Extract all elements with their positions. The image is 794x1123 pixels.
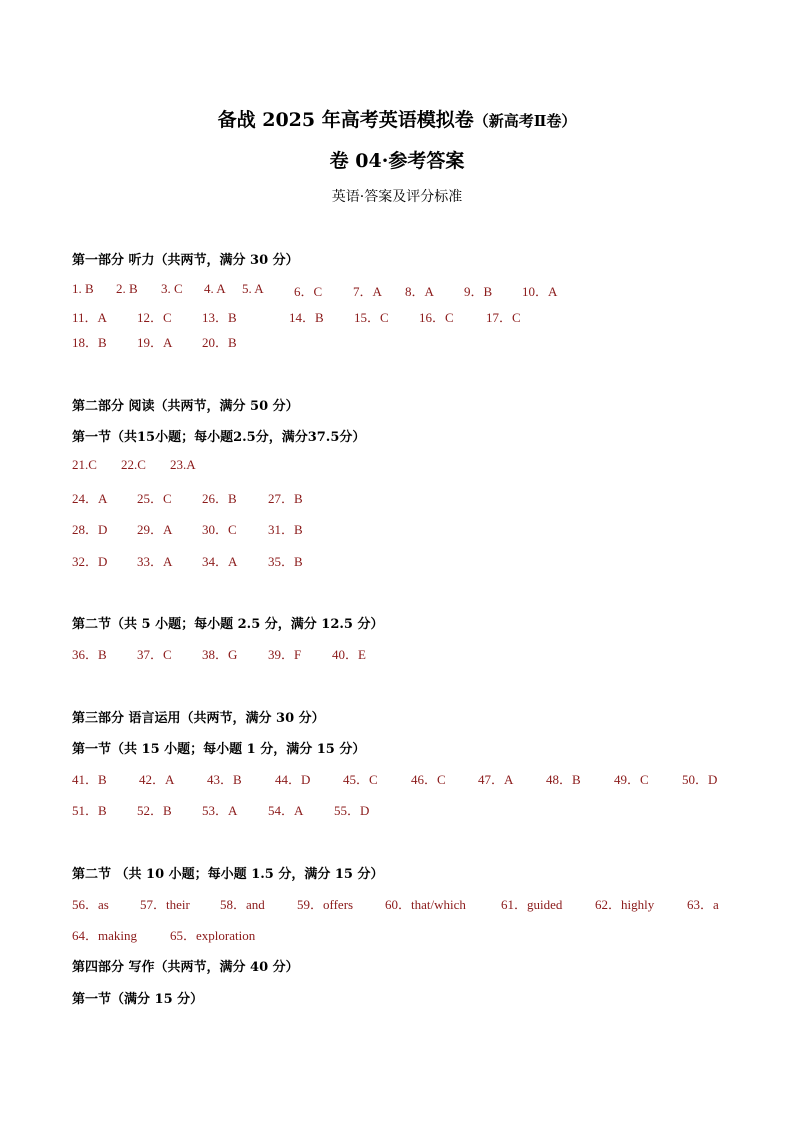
answer-item: 54．A	[268, 803, 304, 818]
answer-item: 59．offers	[297, 897, 354, 912]
answer-item: 9．B	[464, 284, 493, 299]
answer-item: 15．C	[354, 310, 389, 325]
answer-item: 62．highly	[595, 897, 655, 912]
answer-item: 50．D	[682, 772, 718, 787]
part3-heading: 第三部分 语言运用（共两节，满分 30 分）	[72, 711, 325, 726]
answer-item: 12．C	[137, 310, 172, 325]
answer-item: 2. B	[116, 281, 138, 296]
part2-section2-heading: 第二节（共 5 小题；每小题 2.5 分，满分 12.5 分）	[72, 617, 384, 632]
answer-item: 43．B	[207, 772, 242, 787]
answer-item: 18．B	[72, 335, 107, 350]
answer-item: 46．C	[411, 772, 446, 787]
answer-item: 1. B	[72, 281, 94, 296]
answer-item: 27．B	[268, 491, 303, 506]
answer-item: 53．A	[202, 803, 238, 818]
answer-item: 26．B	[202, 491, 237, 506]
answer-item: 57．their	[140, 897, 190, 912]
answer-item: 38．G	[202, 647, 238, 662]
answer-item: 29．A	[137, 522, 173, 537]
answer-item: 48．B	[546, 772, 581, 787]
document-caption: 英语·答案及评分标准	[331, 189, 463, 205]
answer-item: 35．B	[268, 554, 303, 569]
answer-item: 3. C	[161, 281, 183, 296]
answer-item: 10．A	[522, 284, 558, 299]
answer-item: 58．and	[220, 897, 265, 912]
part3-section1-heading: 第一节（共 15 小题；每小题 1 分，满分 15 分）	[72, 742, 366, 757]
answer-item: 22.C	[121, 457, 146, 472]
answer-item: 21.C	[72, 457, 97, 472]
answer-item: 7．A	[353, 284, 382, 299]
answer-item: 41．B	[72, 772, 107, 787]
answer-item: 20．B	[202, 335, 237, 350]
answer-item: 42．A	[139, 772, 175, 787]
answer-item: 55．D	[334, 803, 370, 818]
answer-item: 32．D	[72, 554, 108, 569]
document-title: 备战 2025 年高考英语模拟卷（新高考Ⅱ卷）	[217, 109, 577, 131]
answer-item: 34．A	[202, 554, 238, 569]
answer-item: 31．B	[268, 522, 303, 537]
answer-item: 33．A	[137, 554, 173, 569]
part4-heading: 第四部分 写作（共两节，满分 40 分）	[72, 960, 299, 975]
part1-heading: 第一部分 听力（共两节，满分 30 分）	[72, 253, 299, 268]
answer-item: 51．B	[72, 803, 107, 818]
answer-item: 36．B	[72, 647, 107, 662]
answer-item: 19．A	[137, 335, 173, 350]
answer-item: 56．as	[72, 897, 109, 912]
answer-item: 40．E	[332, 647, 366, 662]
answer-item: 44．D	[275, 772, 311, 787]
answer-item: 65．exploration	[170, 928, 256, 943]
answer-item: 6．C	[294, 284, 323, 299]
part2-section1-heading: 第一节（共15小题；每小题2.5分，满分37.5分）	[72, 430, 366, 445]
part4-section1-heading: 第一节（满分 15 分）	[72, 992, 204, 1007]
answer-item: 63．a	[687, 897, 719, 912]
answer-item: 39．F	[268, 647, 302, 662]
answer-item: 37．C	[137, 647, 172, 662]
answer-item: 24．A	[72, 491, 108, 506]
answer-item: 45．C	[343, 772, 378, 787]
answer-item: 4. A	[204, 281, 226, 296]
answer-item: 49．C	[614, 772, 649, 787]
answer-item: 5. A	[242, 281, 264, 296]
answer-item: 30．C	[202, 522, 237, 537]
answer-item: 47．A	[478, 772, 514, 787]
answer-item: 64．making	[72, 928, 137, 943]
answer-item: 28．D	[72, 522, 108, 537]
answer-item: 8．A	[405, 284, 434, 299]
answer-item: 11．A	[72, 310, 107, 325]
answer-item: 17．C	[486, 310, 521, 325]
answer-item: 14．B	[289, 310, 324, 325]
answer-item: 61．guided	[501, 897, 563, 912]
answer-item: 60．that/which	[385, 897, 466, 912]
answer-item: 13．B	[202, 310, 237, 325]
part3-section2-heading: 第二节 （共 10 小题；每小题 1.5 分，满分 15 分）	[72, 867, 384, 882]
answer-item: 16．C	[419, 310, 454, 325]
document-subtitle: 卷 04·参考答案	[329, 150, 465, 172]
part2-heading: 第二部分 阅读（共两节，满分 50 分）	[72, 399, 299, 414]
answer-item: 25．C	[137, 491, 172, 506]
answer-item: 52．B	[137, 803, 172, 818]
answer-item: 23.A	[170, 457, 196, 472]
